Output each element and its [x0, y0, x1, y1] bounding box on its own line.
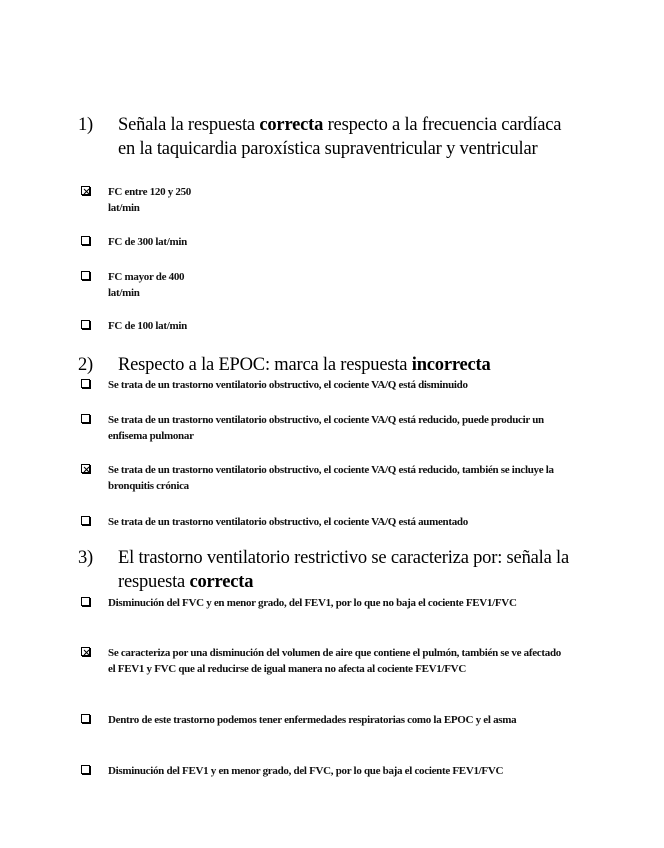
question-2: [78, 353, 578, 377]
question-3-text: 3) El trastorno ventilatorio restrictivo se caracteriza por: señala la respuesta correcta: [78, 548, 569, 592]
question-1-number: 1): [78, 115, 94, 135]
checkbox-checked[interactable]: [81, 186, 90, 195]
checkbox-checked[interactable]: [81, 464, 90, 473]
checkbox-unchecked[interactable]: [81, 320, 90, 329]
question-3-emphasis: correcta: [189, 572, 254, 592]
question-3-number: 3): [78, 548, 94, 568]
checkbox-unchecked[interactable]: [81, 597, 90, 606]
checkbox-unchecked[interactable]: [81, 714, 90, 723]
checkbox-unchecked[interactable]: [81, 516, 90, 525]
question-2-number: 2): [78, 355, 94, 375]
checkbox-checked[interactable]: [81, 647, 90, 656]
question-2-text: 2) Respecto a la EPOC: marca la respuesta incorrecta: [78, 355, 491, 375]
checkbox-unchecked[interactable]: [81, 379, 90, 388]
question-1-text: 1) Señala la respuesta correcta respecto a la frecuencia cardíaca en la taquicardia paroxística supraventricular y ventricular: [78, 115, 562, 159]
document-page: 1) Señala la respuesta correcta respecto a la frecuencia cardíaca en la taquicardia paroxística supraventricular y ventricular FC entre 120 y 250 lat/min FC de 300 lat/min FC mayor de 400 lat/min FC de 100 lat/min 2) Respecto a la EPOC: marca la respuesta incorrecta Se trata de un trastorno ventilatorio obstructivo, el cociente VA/Q está disminuido Se trata de un trastorno ventilatorio obstructivo, el cociente VA/Q está reducido, puede producir un enfisema pulmonar Se trata de un trastorno ventilatorio obstructivo, el cociente VA/Q está reducido, también se incluye la bronquitis crónica Se trata de un trastorno ventilatorio obstructivo, el cociente VA/Q está aumentado 3) El trastorno ventilatorio restrictivo se caracteriza por: señala la respuesta correcta Disminución del FVC y en menor grado, del FEV1, por lo que no baja el cociente FEV1/FVC Se caracteriza por una disminución del volumen de aire que contiene el pulmón, también se ve afectado el FEV1 y FVC que al reducirse de igual manera no afecta al cociente FEV1/FVC Dentro de este trastorno podemos tener enfermedades respiratorias como la EPOC y el asma Disminución del FEV1 y en menor grado, del FVC, por lo que baja el cociente FEV1/FVC: [0, 0, 664, 848]
checkbox-unchecked[interactable]: [81, 765, 90, 774]
checkbox-unchecked[interactable]: [81, 236, 90, 245]
question-2-emphasis: incorrecta: [411, 355, 491, 375]
checkbox-unchecked[interactable]: [81, 271, 90, 280]
question-1-emphasis: correcta: [259, 115, 324, 135]
checkbox-unchecked[interactable]: [81, 414, 90, 423]
question-1: [78, 113, 578, 161]
question-3: [78, 546, 578, 594]
